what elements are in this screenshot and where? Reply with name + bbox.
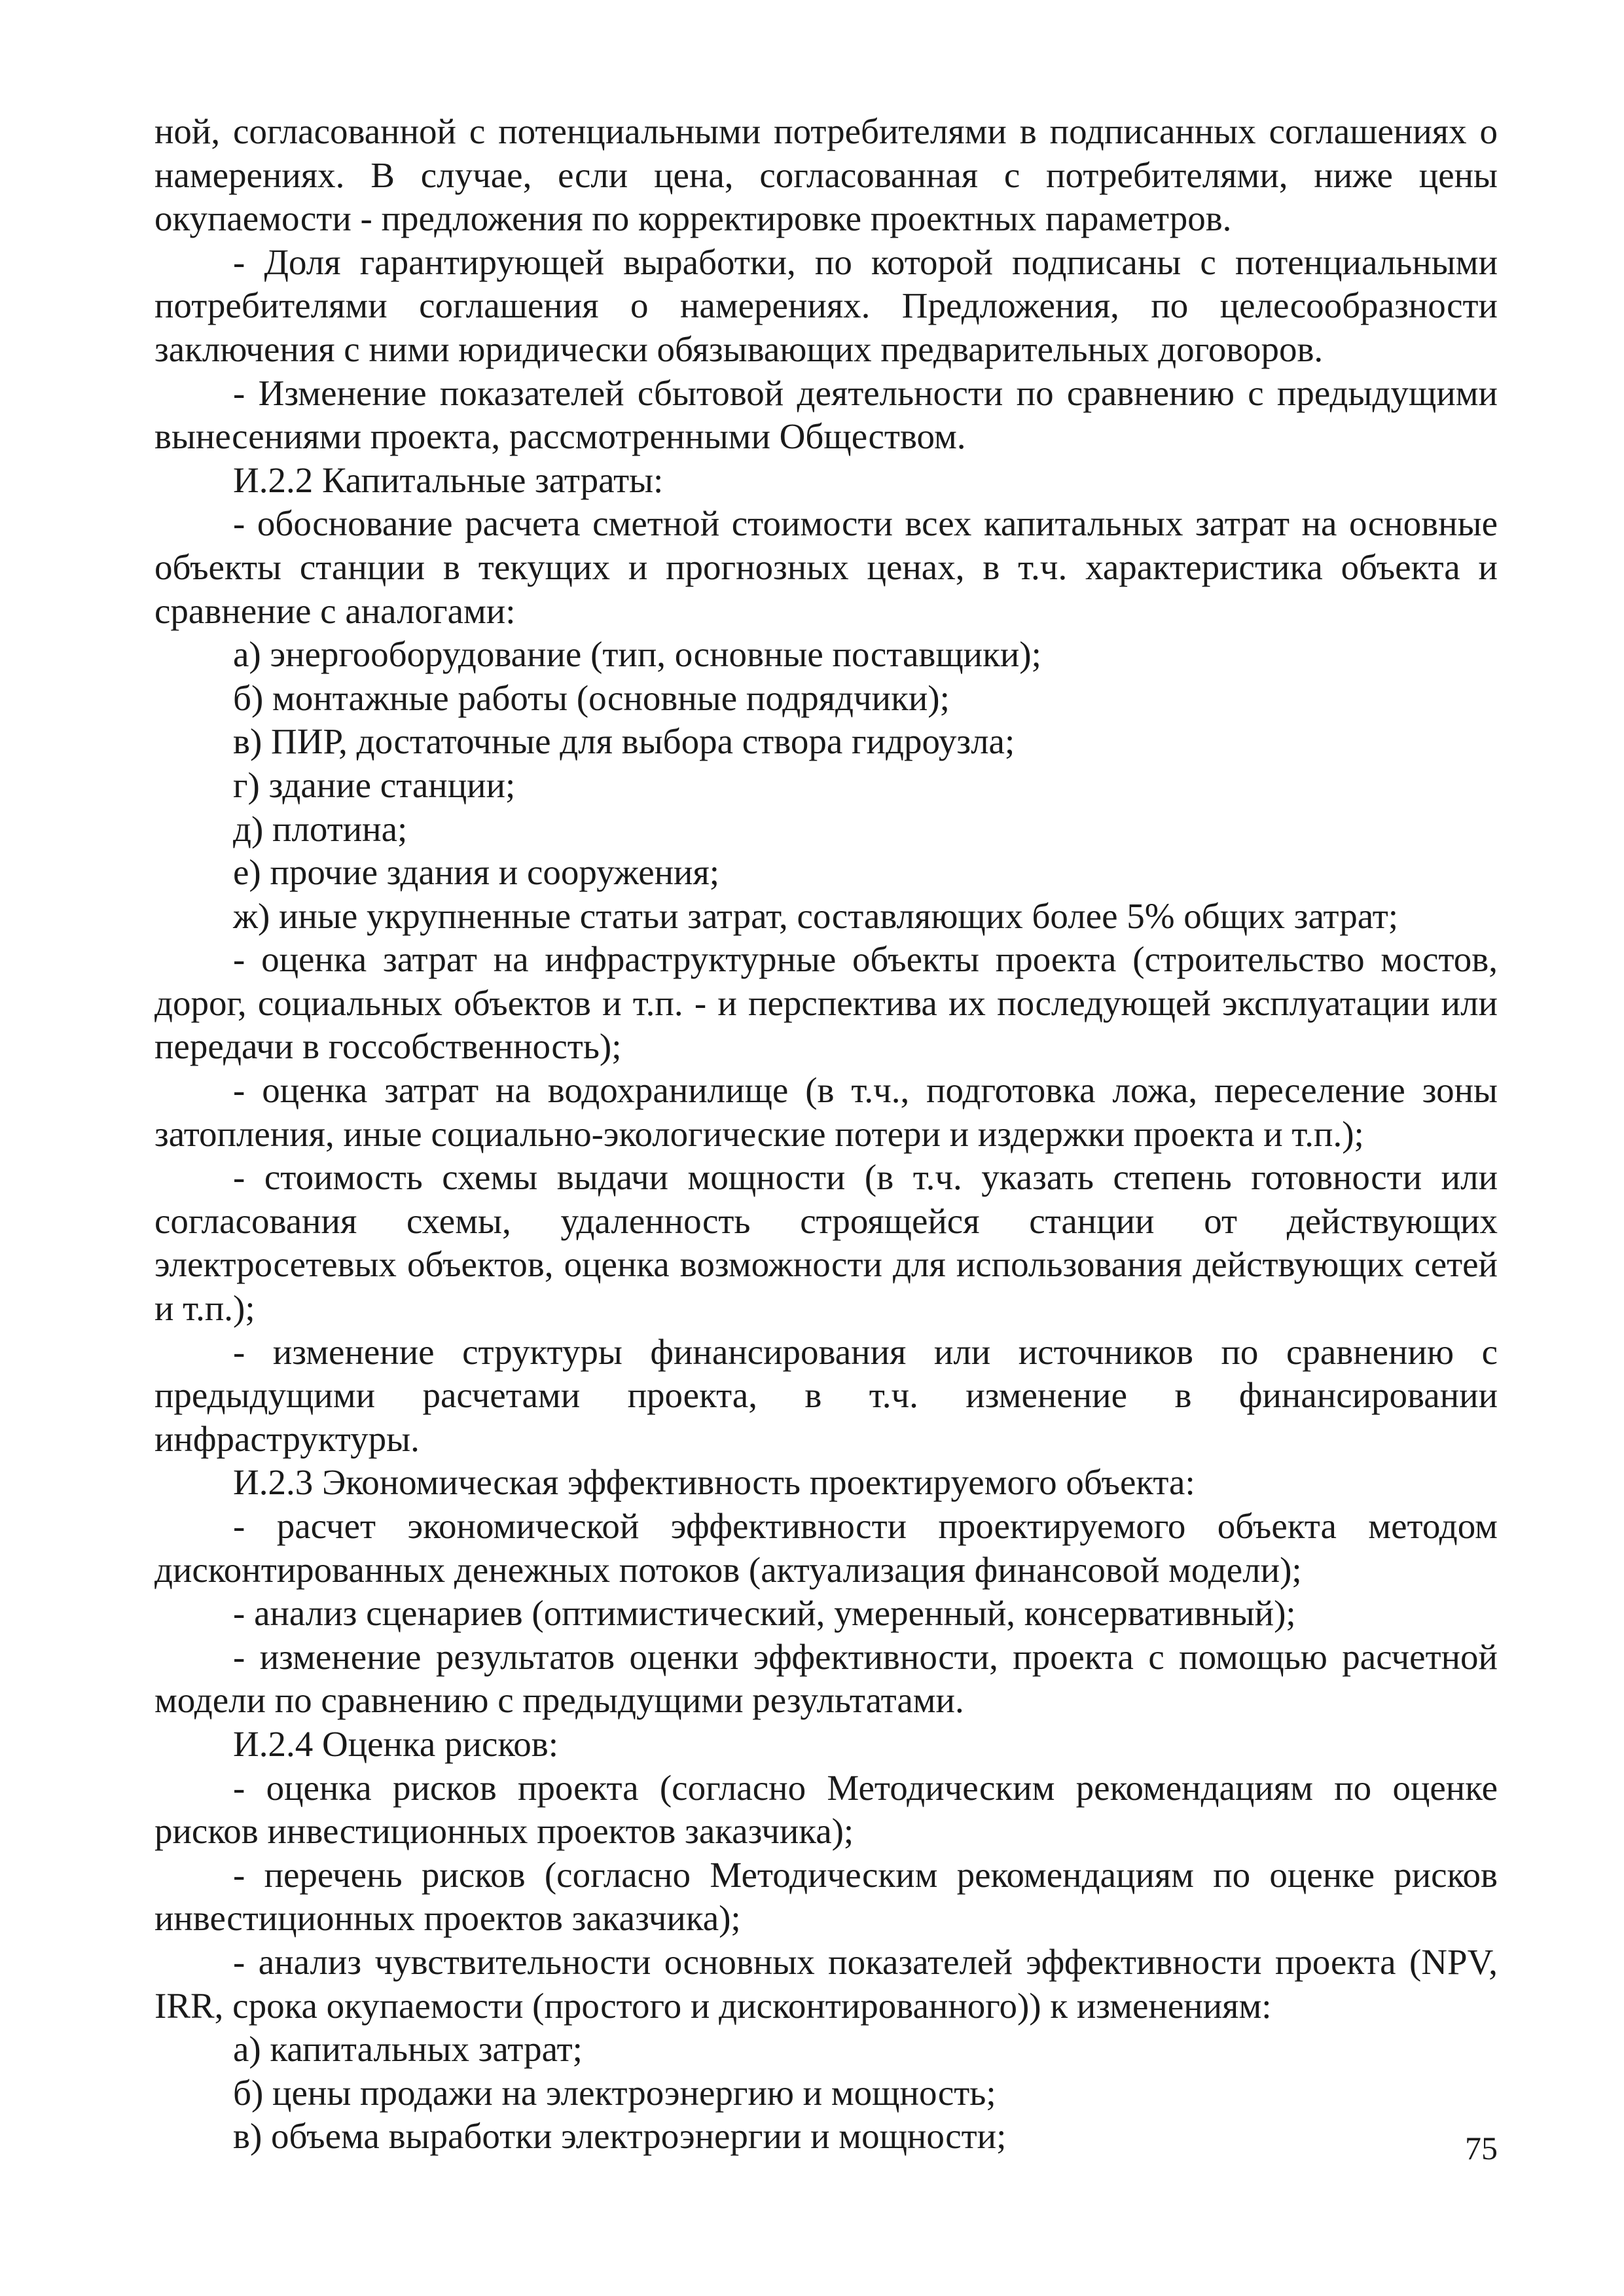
list-item: б) цены продажи на электроэнергию и мощность; bbox=[233, 2072, 996, 2113]
list-item: а) капитальных затрат; bbox=[233, 2029, 583, 2070]
paragraph: - оценка затрат на водохранилище (в т.ч., подготовка ложа, переселение зоны затопления, иные социально-экологические потери и издержки проекта и т.п.); bbox=[154, 1070, 1498, 1154]
paragraph: - изменение результатов оценки эффективности, проекта с помощью расчетной модели по сравнению с предыдущими результатами. bbox=[154, 1636, 1498, 1721]
list-item: а) энергооборудование (тип, основные поставщики); bbox=[233, 634, 1041, 675]
page-number: 75 bbox=[1465, 2130, 1498, 2166]
list-item: в) объема выработки электроэнергии и мощности; bbox=[233, 2116, 1007, 2157]
paragraph: - изменение структуры финансирования или источников по сравнению с предыдущими расчетами проекта, в т.ч. изменение в финансировании инфраструктуры. bbox=[154, 1331, 1498, 1459]
list-item: г) здание станции; bbox=[233, 764, 516, 805]
paragraph: - анализ чувствительности основных показателей эффективности проекта (NPV, IRR, срока окупаемости (простого и дисконтированного)) к изменениям: bbox=[154, 1941, 1498, 2026]
paragraph: - анализ сценариев (оптимистический, умеренный, консервативный); bbox=[233, 1593, 1296, 1634]
paragraph: - оценка затрат на инфраструктурные объекты проекта (строительство мостов, дорог, социальных объектов и т.п. - и перспектива их последующей эксплуатации или передачи в госсобственность); bbox=[154, 939, 1498, 1067]
paragraph: - расчет экономической эффективности проектируемого объекта методом дисконтированных денежных потоков (актуализация финансовой модели); bbox=[154, 1506, 1498, 1590]
paragraph: ной, согласованной с потенциальными потребителями в подписанных соглашениях о намерениях. В случае, если цена, согласованная с потребителями, ниже цены окупаемости - предложения по корректировке проектных параметров. bbox=[154, 111, 1498, 239]
section-heading: И.2.4 Оценка рисков: bbox=[233, 1723, 559, 1764]
list-item: б) монтажные работы (основные подрядчики); bbox=[233, 677, 950, 718]
paragraph: - стоимость схемы выдачи мощности (в т.ч. указать степень готовности или согласования схемы, удаленность строящейся станции от действующих электросетевых объектов, оценка возможности для использования действующих сетей и т.п.); bbox=[154, 1157, 1498, 1329]
section-heading: И.2.3 Экономическая эффективность проектируемого объекта: bbox=[233, 1462, 1195, 1503]
list-item: д) плотина; bbox=[233, 808, 408, 849]
list-item: ж) иные укрупненные статьи затрат, составляющих более 5% общих затрат; bbox=[233, 895, 1399, 936]
paragraph: - обоснование расчета сметной стоимости всех капитальных затрат на основные объекты станции в текущих и прогнозных ценах, в т.ч. характеристика объекта и сравнение с аналогами: bbox=[154, 503, 1498, 631]
paragraph: - Доля гарантирующей выработки, по которой подписаны с потенциальными потребителями соглашения о намерениях. Предложения, по целесообразности заключения с ними юридически обязывающих предварительных договоров. bbox=[154, 242, 1498, 369]
paragraph: - оценка рисков проекта (согласно Методическим рекомендациям по оценке рисков инвестиционных проектов заказчика); bbox=[154, 1767, 1498, 1852]
list-item: в) ПИР, достаточные для выбора створа гидроузла; bbox=[233, 721, 1015, 762]
section-heading: И.2.2 Капитальные затраты: bbox=[233, 459, 664, 500]
list-item: е) прочие здания и сооружения; bbox=[233, 852, 720, 893]
document-body bbox=[154, 110, 1498, 2159]
paragraph: - перечень рисков (согласно Методическим рекомендациям по оценке рисков инвестиционных проектов заказчика); bbox=[154, 1854, 1498, 1939]
paragraph: - Изменение показателей сбытовой деятельности по сравнению с предыдущими вынесениями проекта, рассмотренными Обществом. bbox=[154, 372, 1498, 457]
